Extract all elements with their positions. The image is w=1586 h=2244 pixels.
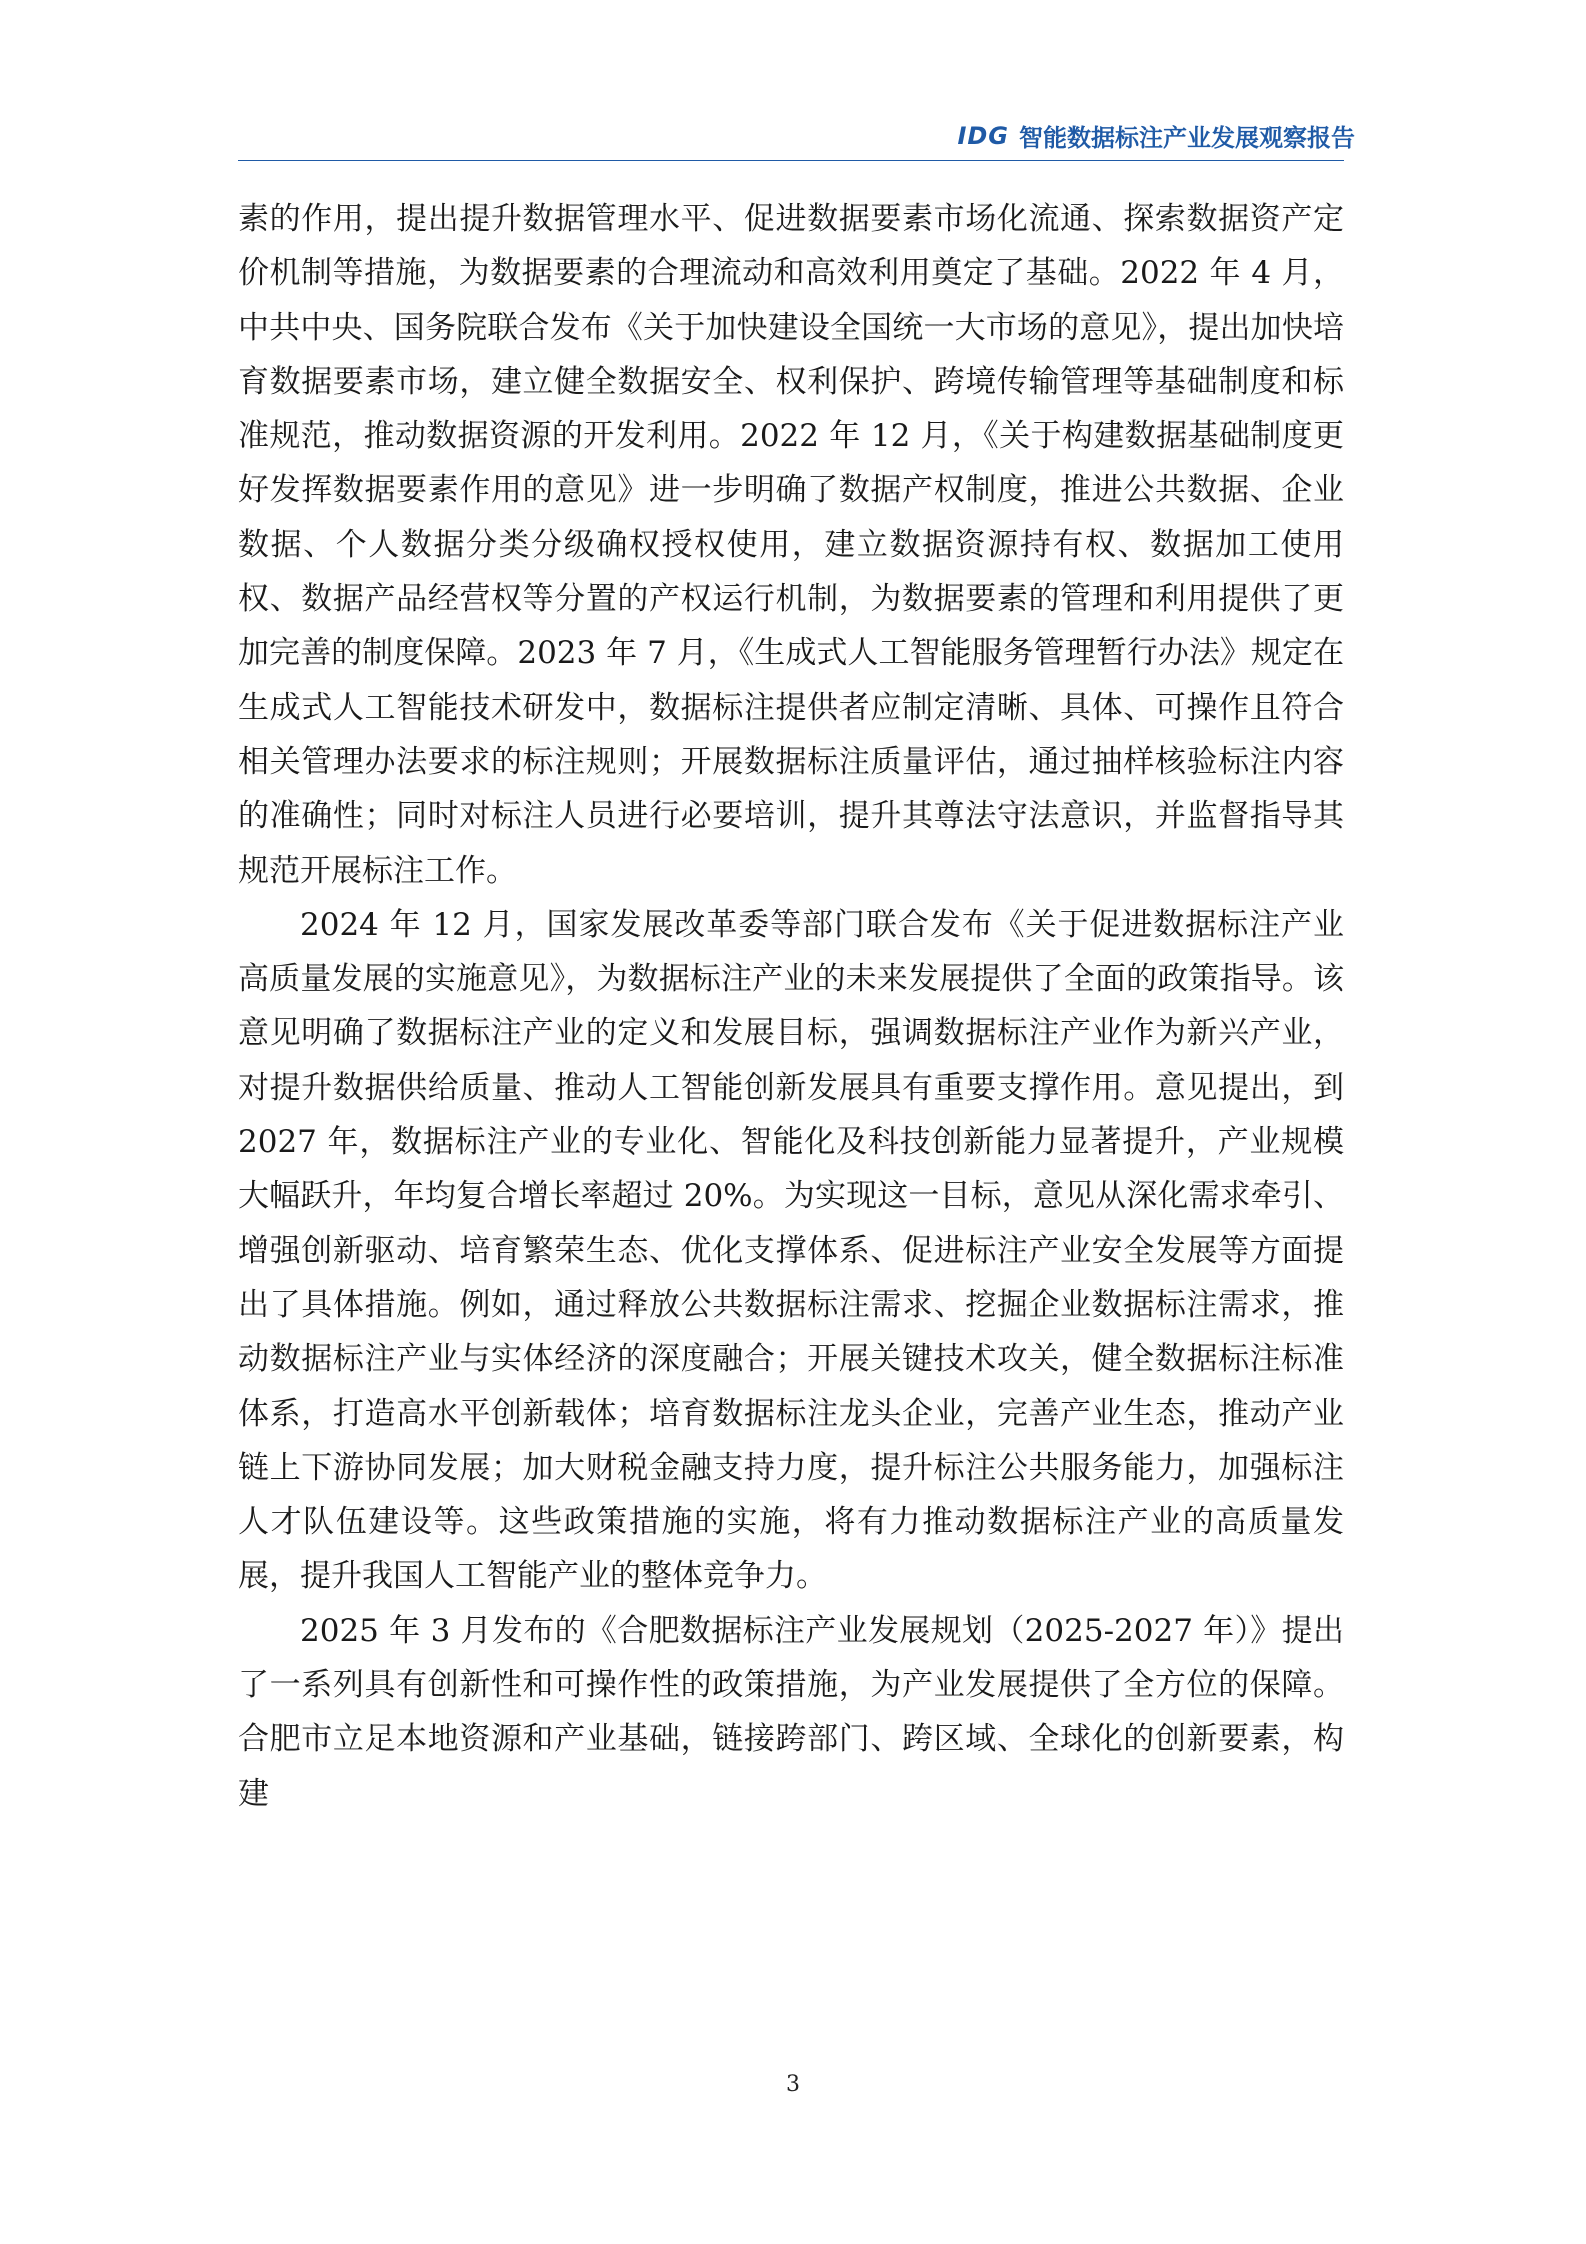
- paragraph-2025-hefei-plan: 2025 年 3 月发布的《合肥数据标注产业发展规划（2025-2027 年）》提出了一系列具有创新性和可操作性的政策措施，为产业发展提供了全方位的保障。合肥市立足本地资源和产业基础，链接跨部门、跨区域、全球化的创新要素，构建: [238, 1612, 1344, 1812]
- header-divider: [238, 160, 1344, 161]
- paragraph-2024-policy: 2024 年 12 月，国家发展改革委等部门联合发布《关于促进数据标注产业高质量发展的实施意见》，为数据标注产业的未来发展提供了全面的政策指导。该意见明确了数据标注产业的定义和发展目标，强调数据标注产业作为新兴产业，对提升数据供给质量、推动人工智能创新发展具有重要支撑作用。意见提出，到 2027 年，数据标注产业的专业化、智能化及科技创新能力显著提升，产业规模大幅跃升，年均复合增长率超过 20%。为实现这一目标，意见从深化需求牵引、增强创新驱动、培育繁荣生态、优化支撑体系、促进标注产业安全发展等方面提出了具体措施。例如，通过释放公共数据标注需求、挖掘企业数据标注需求，推动数据标注产业与实体经济的深度融合；开展关键技术攻关，健全数据标注标准体系，打造高水平创新载体；培育数据标注龙头企业，完善产业生态，推动产业链上下游协同发展；加大财税金融支持力度，提升标注公共服务能力，加强标注人才队伍建设等。这些政策措施的实施，将有力推动数据标注产业的高质量发展，提升我国人工智能产业的整体竞争力。: [238, 906, 1344, 1595]
- page-number: 3: [786, 2072, 800, 2097]
- body-text: [238, 192, 1344, 1821]
- report-title: 智能数据标注产业发展观察报告: [1019, 124, 1355, 152]
- running-header: [957, 118, 1355, 153]
- paragraph-continued: 素的作用，提出提升数据管理水平、促进数据要素市场化流通、探索数据资产定价机制等措施，为数据要素的合理流动和高效利用奠定了基础。2022 年 4 月，中共中央、国务院联合发布《关于加快建设全国统一大市场的意见》，提出加快培育数据要素市场，建立健全数据安全、权利保护、跨境传输管理等基础制度和标准规范，推动数据资源的开发利用。2022 年 12 月，《关于构建数据基础制度更好发挥数据要素作用的意见》进一步明确了数据产权制度，推进公共数据、企业数据、个人数据分类分级确权授权使用，建立数据资源持有权、数据加工使用权、数据产品经营权等分置的产权运行机制，为数据要素的管理和利用提供了更加完善的制度保障。2023 年 7 月，《生成式人工智能服务管理暂行办法》规定在生成式人工智能技术研发中，数据标注提供者应制定清晰、具体、可操作且符合相关管理办法要求的标注规则；开展数据标注质量评估，通过抽样核验标注内容的准确性；同时对标注人员进行必要培训，提升其尊法守法意识，并监督指导其规范开展标注工作。: [238, 201, 1344, 889]
- idg-logo: IDG: [957, 121, 1009, 150]
